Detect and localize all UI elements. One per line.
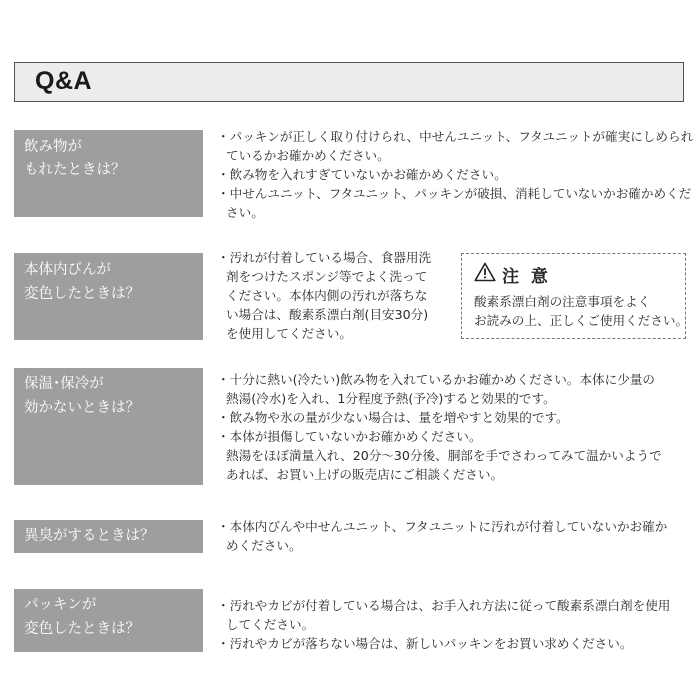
answer-line: ・本体が損傷していないかお確かめください。 bbox=[217, 429, 482, 444]
page-title: Q&A bbox=[35, 67, 93, 95]
question-line: 本体内びんが bbox=[24, 262, 111, 278]
question-box bbox=[14, 253, 203, 340]
question-line: 異臭がするときは？ bbox=[24, 528, 155, 544]
question-box bbox=[14, 520, 203, 553]
answer-line: ているかお確かめください。 bbox=[226, 148, 390, 163]
answer-block bbox=[217, 517, 667, 555]
answer-line: さい。 bbox=[226, 205, 264, 220]
answer-line: ・汚れやカビが落ちない場合は、新しいパッキンをお買い求めください。 bbox=[217, 636, 633, 651]
caution-line: お読みの上、正しくご使用ください。 bbox=[474, 313, 689, 328]
answer-line: ・本体内びんや中せんユニット、フタユニットに汚れが付着していないかお確か bbox=[217, 519, 668, 534]
answer-line: ください。本体内側の汚れが落ちな bbox=[226, 288, 428, 303]
answer-line: あれば、お買い上げの販売店にご相談ください。 bbox=[226, 467, 504, 482]
answer-line: ・パッキンが正しく取り付けられ、中せんユニット、フタユニットが確実にしめられ bbox=[217, 129, 694, 144]
qa-header bbox=[14, 62, 684, 102]
caution-line: 酸素系漂白剤の注意事項をよく bbox=[474, 294, 651, 309]
answer-line: ・十分に熱い(冷たい)飲み物を入れているかお確かめください。本体に少量の bbox=[217, 372, 656, 387]
question-box bbox=[14, 368, 203, 485]
answer-line: 熱湯をほぼ満量入れ、20分～30分後、胴部を手でさわってみて温かいようで bbox=[226, 448, 662, 463]
answer-block bbox=[217, 248, 431, 343]
answer-line: を使用してください。 bbox=[226, 326, 352, 341]
answer-line: ・汚れが付着している場合、食器用洗 bbox=[217, 250, 432, 265]
question-box bbox=[14, 589, 203, 652]
answer-block bbox=[217, 127, 693, 222]
answer-line: 剤をつけたスポンジ等でよく洗って bbox=[226, 269, 428, 284]
question-line: 効かないときは？ bbox=[24, 400, 140, 416]
question-box bbox=[14, 130, 203, 217]
question-line: 飲み物が bbox=[24, 139, 82, 155]
answer-block bbox=[217, 370, 662, 484]
answer-line: してください。 bbox=[226, 617, 315, 632]
answer-line: 熱湯(冷水)を入れ、1分程度予熱(予冷)すると効果的です。 bbox=[226, 391, 556, 406]
caution-text bbox=[474, 292, 688, 330]
question-line: もれたときは？ bbox=[24, 162, 126, 178]
answer-line: ・飲み物を入れすぎていないかお確かめください。 bbox=[217, 167, 507, 182]
answer-line: ・飲み物や氷の量が少ない場合は、量を増やすと効果的です。 bbox=[217, 410, 569, 425]
answer-block bbox=[217, 596, 670, 653]
question-line: 変色したときは？ bbox=[24, 621, 140, 637]
answer-line: めください。 bbox=[226, 538, 302, 553]
answer-line: ・汚れやカビが付着している場合は、お手入れ方法に従って酸素系漂白剤を使用 bbox=[217, 598, 671, 613]
question-line: 保温･保冷が bbox=[24, 376, 104, 392]
warning-icon bbox=[474, 262, 496, 282]
answer-line: い場合は、酸素系漂白剤(目安30分) bbox=[226, 307, 429, 322]
caution-title: 注 意 bbox=[502, 267, 551, 287]
answer-line: ・中せんユニット、フタユニット、パッキンが破損、消耗していないかお確かめくだ bbox=[217, 186, 692, 201]
question-line: パッキンが bbox=[24, 597, 97, 613]
question-line: 変色したときは？ bbox=[24, 286, 140, 302]
caution-box bbox=[461, 253, 689, 339]
